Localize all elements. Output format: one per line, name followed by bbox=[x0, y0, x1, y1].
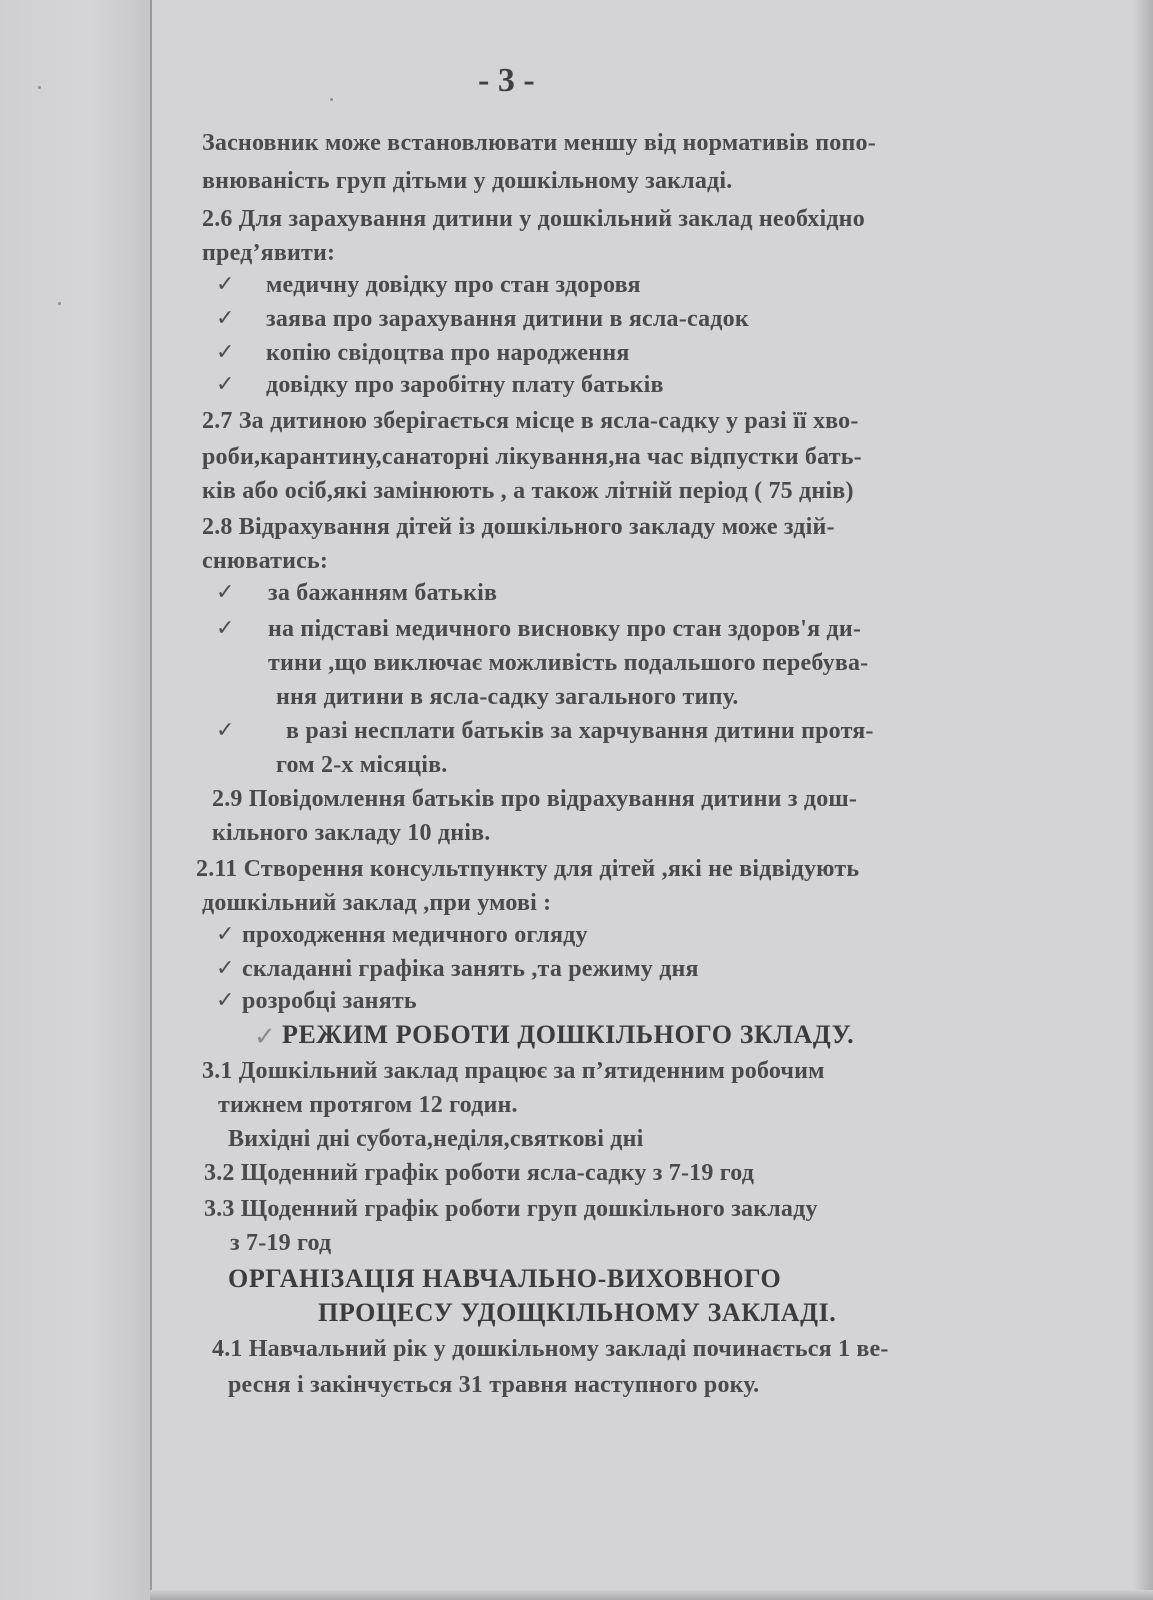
paragraph-line: тижнем протягом 12 годин. bbox=[218, 1092, 518, 1118]
paragraph-line: з 7-19 год bbox=[230, 1230, 332, 1256]
paragraph-line: 3.1 Дошкільний заклад працює за п’ятиденним робочим bbox=[202, 1058, 825, 1084]
check-icon: ✓ bbox=[254, 1022, 276, 1052]
paragraph-line: снюватись: bbox=[202, 548, 329, 574]
paragraph-line: 3.3 Щоденний графік роботи груп дошкільного закладу bbox=[204, 1196, 818, 1222]
paragraph-line: 2.9 Повідомлення батьків про відрахування дитини з дош- bbox=[212, 786, 858, 812]
scan-speck bbox=[58, 302, 61, 305]
check-icon: ✓ bbox=[216, 372, 235, 397]
paragraph-line: Засновник може встановлювати меншу від нормативів попо- bbox=[202, 130, 876, 156]
paragraph-line: 2.8 Відрахування дітей із дошкільного закладу може здій- bbox=[202, 514, 835, 540]
paragraph-line: роби,карантину,санаторні лікування,на час відпустки бать- bbox=[202, 444, 862, 470]
section-heading: ПРОЦЕСУ УДОЩКІЛЬНОМУ ЗАКЛАДІ. bbox=[318, 1298, 837, 1327]
page-number: - 3 - bbox=[478, 62, 535, 99]
paragraph-line: 4.1 Навчальний рік у дошкільному закладі починається 1 ве- bbox=[212, 1336, 889, 1362]
scan-speck bbox=[330, 98, 333, 101]
list-item: на підставі медичного висновку про стан здоров'я ди- bbox=[268, 616, 862, 642]
list-item: проходження медичного огляду bbox=[242, 922, 588, 948]
paragraph-line: 2.6 Для зарахування дитини у дошкільний заклад необхідно bbox=[202, 206, 865, 232]
check-icon: ✓ bbox=[216, 922, 235, 947]
page-bottom-edge bbox=[150, 1590, 1153, 1600]
check-icon: ✓ bbox=[216, 956, 235, 981]
scan-speck bbox=[38, 86, 41, 89]
paragraph-line: внюваність груп дітьми у дошкільному закладі. bbox=[202, 168, 733, 194]
paragraph-line: кільного закладу 10 днів. bbox=[212, 820, 491, 846]
paragraph-line: 3.2 Щоденний графік роботи ясла-садку з 7-19 год bbox=[204, 1160, 755, 1186]
check-icon: ✓ bbox=[216, 988, 235, 1013]
paragraph-line: 2.11 Створення консультпункту для дітей ,які не відвідують bbox=[196, 856, 860, 882]
paragraph-line: ків або осіб,які замінюють , а також літній період ( 75 днів) bbox=[202, 478, 854, 504]
list-item-continuation: тини ,що виключає можливість подальшого перебува- bbox=[268, 650, 869, 676]
page-right-edge bbox=[1133, 0, 1153, 1600]
list-item: в разі несплати батьків за харчування дитини протя- bbox=[286, 718, 874, 744]
check-icon: ✓ bbox=[216, 580, 235, 605]
section-heading: ОРГАНІЗАЦІЯ НАВЧАЛЬНО-ВИХОВНОГО bbox=[228, 1264, 782, 1293]
check-icon: ✓ bbox=[216, 272, 235, 297]
page-left-margin-band bbox=[0, 0, 152, 1600]
check-icon: ✓ bbox=[216, 340, 235, 365]
list-item-continuation: гом 2-х місяців. bbox=[276, 752, 448, 778]
list-item: розробці занять bbox=[242, 988, 417, 1014]
list-item: заява про зарахування дитини в ясла-садок bbox=[266, 306, 749, 332]
paragraph-line: Вихідні дні субота,неділя,святкові дні bbox=[228, 1126, 644, 1152]
section-heading: РЕЖИМ РОБОТИ ДОШКІЛЬНОГО ЗКЛАДУ. bbox=[282, 1020, 855, 1049]
paragraph-line: пред’явити: bbox=[202, 240, 336, 266]
list-item: копію свідоцтва про народження bbox=[266, 340, 630, 366]
paragraph-line: 2.7 За дитиною зберігається місце в ясла-садку у разі її хво- bbox=[202, 408, 859, 434]
list-item: за бажанням батьків bbox=[268, 580, 498, 606]
list-item: складанні графіка занять ,та режиму дня bbox=[242, 956, 699, 982]
list-item: медичну довідку про стан здоровя bbox=[266, 272, 641, 298]
list-item-continuation: ння дитини в ясла-садку загального типу. bbox=[276, 684, 739, 710]
check-icon: ✓ bbox=[216, 616, 235, 641]
check-icon: ✓ bbox=[216, 718, 235, 743]
check-icon: ✓ bbox=[216, 306, 235, 331]
paragraph-line: дошкільний заклад ,при умові : bbox=[202, 890, 552, 916]
list-item: довідку про заробітну плату батьків bbox=[266, 372, 664, 398]
paragraph-line: ресня і закінчується 31 травня наступного року. bbox=[228, 1372, 760, 1398]
